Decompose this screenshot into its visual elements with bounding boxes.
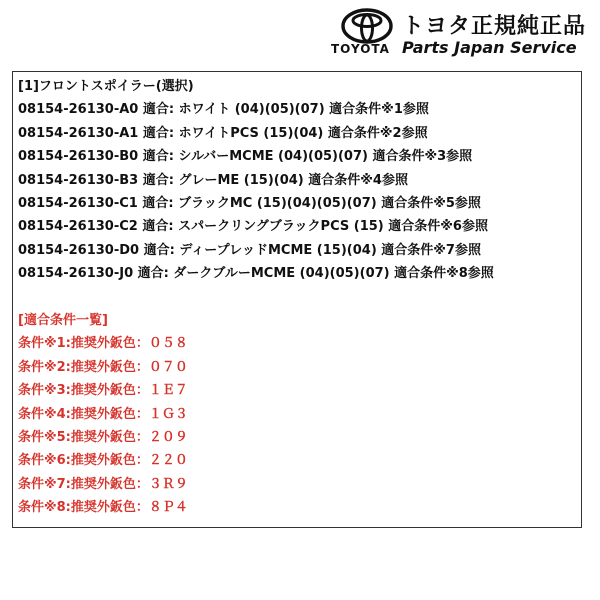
condition-item: 条件※7:推奨外鈑色：３Ｒ９ <box>18 476 188 492</box>
condition-item: 条件※2:推奨外鈑色：０７０ <box>18 359 188 375</box>
brand-english-title: Parts Japan Service <box>402 38 577 57</box>
parts-info-box <box>12 71 582 528</box>
part-item: 08154-26130-B0 適合: シルバーMCME (04)(05)(07) 適合条件※3参照 <box>18 149 473 165</box>
toyota-emblem-icon <box>341 8 393 44</box>
part-item: 08154-26130-B3 適合: グレーME (15)(04) 適合条件※4参照 <box>18 172 408 188</box>
part-item: 08154-26130-C1 適合: ブラックMC (15)(04)(05)(07) 適合条件※5参照 <box>18 196 481 212</box>
condition-item: 条件※4:推奨外鈑色：１Ｇ３ <box>18 406 188 422</box>
conditions-title: [適合条件一覧] <box>18 313 108 329</box>
part-item: 08154-26130-A0 適合: ホワイト (04)(05)(07) 適合条件※1参照 <box>18 102 429 118</box>
brand-wordmark: TOYOTA <box>331 42 390 56</box>
part-item: 08154-26130-J0 適合: ダークブルーMCME (04)(05)(07) 適合条件※8参照 <box>18 266 494 282</box>
section-title: [1]フロントスポイラー(選択) <box>18 79 194 94</box>
condition-item: 条件※6:推奨外鈑色：２２０ <box>18 453 188 469</box>
spacer <box>18 286 581 309</box>
brand-japanese-title: トヨタ正規純正品 <box>402 14 587 39</box>
part-item: 08154-26130-D0 適合: ディープレッドMCME (15)(04) 適合条件※7参照 <box>18 242 481 258</box>
condition-item: 条件※8:推奨外鈑色：８Ｐ４ <box>18 500 188 516</box>
header <box>0 0 600 68</box>
part-item: 08154-26130-C2 適合: スパークリングブラックPCS (15) 適合条件※6参照 <box>18 219 488 235</box>
condition-item: 条件※1:推奨外鈑色：０５８ <box>18 336 188 352</box>
condition-item: 条件※3:推奨外鈑色：１Ｅ７ <box>18 383 188 399</box>
condition-item: 条件※5:推奨外鈑色：２０９ <box>18 430 188 446</box>
part-item: 08154-26130-A1 適合: ホワイトPCS (15)(04) 適合条件※2参照 <box>18 125 428 141</box>
